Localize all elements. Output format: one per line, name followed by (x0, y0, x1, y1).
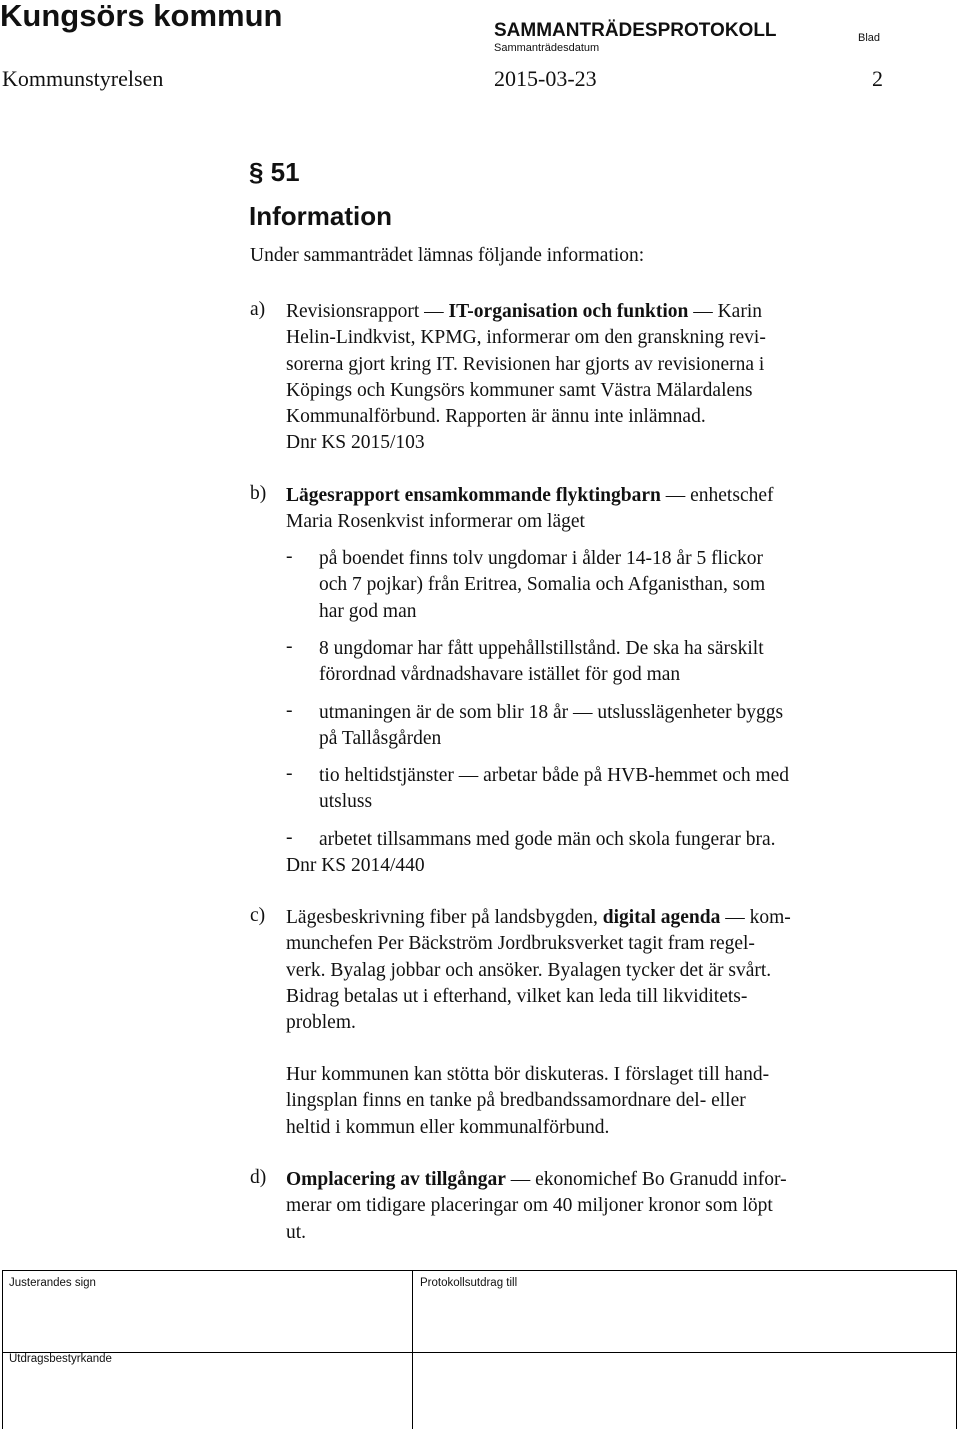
date-label: Sammanträdesdatum (494, 42, 600, 54)
item-a-dnr: Dnr KS 2015/103 (286, 432, 425, 454)
item-a-line: Helin-Lindkvist, KPMG, informerar om den granskning revi- (286, 327, 766, 349)
bullet-line: utmaningen är de som blir 18 år — utslusslägenheter byggs (319, 702, 784, 723)
item-d-line: ut. (286, 1221, 307, 1243)
item-c-label: c) (250, 905, 266, 926)
item-c-para2-line: lingsplan finns en tanke på bredbandssamordnare del- eller (286, 1090, 746, 1112)
bullet-line: arbetet tillsammans med gode män och skola fungerar bra. (319, 829, 776, 850)
footer-divider (412, 1270, 413, 1429)
item-d-line: merar om tidigare placeringar om 40 miljoner kronor som löpt (286, 1195, 773, 1217)
item-a-bold: IT-organisation och funktion (448, 301, 689, 322)
item-d-post: — ekonomichef Bo Granudd infor- (510, 1169, 787, 1190)
page-number: 2 (872, 66, 883, 91)
protocol-title: SAMMANTRÄDESPROTOKOLL (494, 20, 777, 41)
item-b-label: b) (250, 483, 267, 504)
committee-name: Kommunstyrelsen (2, 66, 164, 91)
bullet-item (319, 700, 879, 753)
item-b-bold: Lägesrapport ensamkommande flyktingbarn (286, 485, 661, 506)
page-label: Blad (858, 32, 881, 44)
item-a-text: Revisionsrapport — IT-organisation och funktion — Karin Helin-Lindkvist, KPMG, informerar om den granskning revi- sorerna gjort kring IT. Revisionen har gjorts av revisionerna i Köpings och Kungsörs kommuner samt Västra Mälardalens Kommunalförbund. Rapporten är ännu inte inlämnad. Dnr KS 2015/103 (286, 299, 766, 457)
section-intro: Under sammanträdet lämnas följande information: (250, 245, 645, 266)
footer-middle-rule (2, 1352, 956, 1353)
bullet-item (319, 763, 879, 816)
municipality-name: Kungsörs kommun (0, 0, 283, 33)
item-b-dnr (286, 853, 425, 879)
item-c-line: Bidrag betalas ut i efterhand, vilket kan leda till likviditets- (286, 985, 748, 1007)
bullet-line: på boendet finns tolv ungdomar i ålder 14-18 år 5 flickor (319, 548, 764, 569)
section-title: Information (249, 201, 392, 231)
item-c-line: verk. Byalag jobbar och ansöker. Byalagen tycker det är svårt. (286, 959, 772, 981)
item-d-label: d) (250, 1167, 267, 1188)
item-d-text (286, 1167, 787, 1246)
item-a-line: Kommunalförbund. Rapporten är ännu inte inlämnad. (286, 406, 706, 428)
item-b-dnr-text: Dnr KS 2014/440 (286, 855, 425, 876)
item-c-para2-line: heltid i kommun eller kommunalförbund. (286, 1116, 610, 1138)
item-c-para2 (286, 1062, 769, 1141)
item-c-para2-line: Hur kommunen kan stötta bör diskuteras. I förslaget till hand- (286, 1064, 770, 1085)
bullet-item (319, 636, 879, 689)
bullet-item (319, 546, 879, 625)
item-d-bold: Omplacering av tillgångar (286, 1169, 506, 1190)
item-c-line: munchefen Per Bäckström Jordbruksverket tagit fram regel- (286, 933, 755, 955)
bullet-line: tio heltidstjänster — arbetar både på HVB-hemmet och med (319, 765, 790, 786)
bullet-line: på Tallåsgården (319, 728, 442, 750)
footer-left-border (2, 1270, 3, 1429)
item-c-bold: digital agenda (602, 907, 721, 928)
item-b-text: Lägesrapport ensamkommande flyktingbarn — enhetschef Maria Rosenkvist informerar om läget (286, 483, 774, 536)
bullet-dash: - (286, 763, 293, 784)
item-c-text (286, 905, 791, 1036)
bullet-line: förordnad vårdnadshavare istället för god man (319, 664, 681, 686)
bullet-dash: - (286, 700, 293, 721)
bullet-line: utsluss (319, 791, 373, 813)
item-a-line: sorerna gjort kring IT. Revisionen har gjorts av revisionerna i (286, 353, 765, 375)
utdragsbestyrkande-label: Utdragsbestyrkande (9, 1353, 112, 1365)
section-number: § 51 (249, 157, 300, 187)
bullet-dash: - (286, 827, 293, 848)
item-c-line: problem. (286, 1012, 356, 1034)
item-b-line2: Maria Rosenkvist informerar om läget (286, 511, 585, 533)
item-a-line1-rest: Karin (717, 301, 762, 322)
meeting-date: 2015-03-23 (494, 66, 597, 91)
item-a-label: a) (250, 299, 266, 320)
item-a-line: Köpings och Kungsörs kommuner samt Västra Mälardalens (286, 379, 753, 401)
bullet-line: 8 ungdomar har fått uppehållstillstånd. De ska ha särskilt (319, 638, 764, 659)
item-a-title: Revisionsrapport (286, 301, 420, 322)
item-c-pre: Lägesbeskrivning fiber på landsbygden, (286, 907, 598, 928)
bullet-dash: - (286, 546, 293, 567)
bullet-line: och 7 pojkar) från Eritrea, Somalia och Afganisthan, som (319, 574, 766, 596)
justerandes-sign-label: Justerandes sign (9, 1277, 96, 1289)
item-c-post: — kom- (725, 907, 791, 928)
footer-right-border (956, 1270, 957, 1429)
footer-top-rule (2, 1270, 956, 1271)
bullet-line: har god man (319, 600, 417, 622)
bullet-item (319, 827, 879, 853)
bullet-dash: - (286, 636, 293, 657)
protokollsutdrag-label: Protokollsutdrag till (420, 1277, 518, 1289)
item-b-line1-rest: enhetschef (690, 485, 774, 506)
